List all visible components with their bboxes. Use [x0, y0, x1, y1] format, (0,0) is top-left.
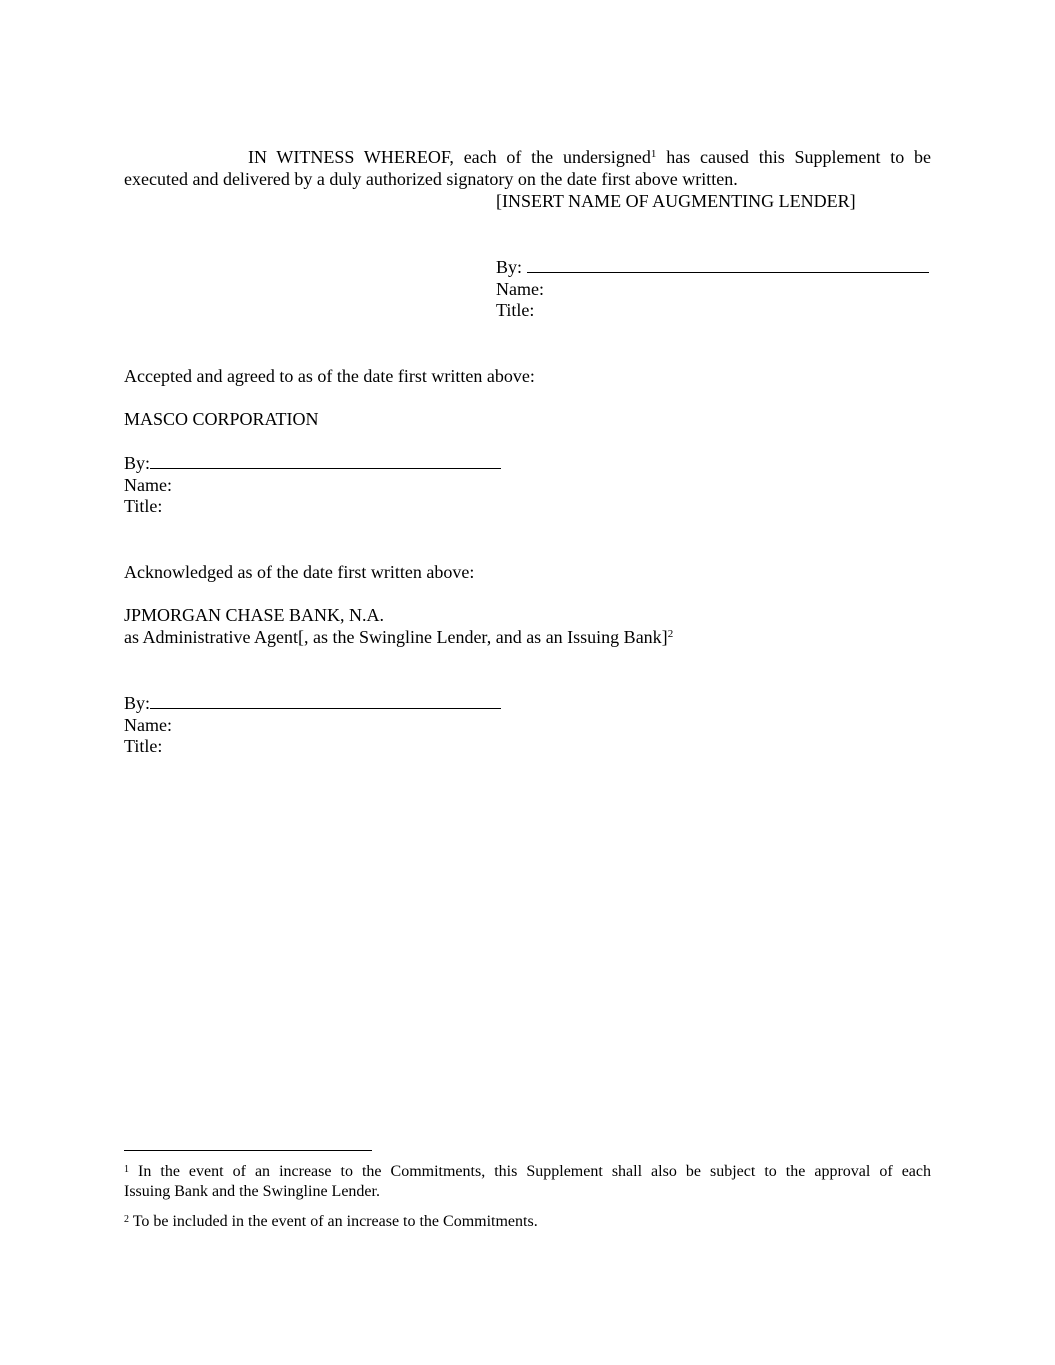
- company-by-line: [124, 452, 501, 474]
- company-name-label: Name:: [124, 475, 172, 495]
- bank-name: JPMORGAN CHASE BANK, N.A.: [124, 605, 385, 625]
- lender-name-heading: [496, 190, 856, 212]
- bank-role-text: as Administrative Agent[, as the Swingline Lender, and as an Issuing Bank]: [124, 627, 668, 647]
- bracket-open: [: [496, 191, 502, 211]
- bank-title-label: Title:: [124, 736, 163, 756]
- bracket-close: ]: [849, 191, 856, 211]
- footnote-ref-1[interactable]: 1: [650, 148, 657, 160]
- footnote-separator: [124, 1150, 372, 1151]
- bank-signature-line[interactable]: [150, 693, 501, 709]
- bank-role: [124, 626, 673, 648]
- acknowledged-statement: Acknowledged as of the date first written above:: [124, 562, 475, 582]
- footnote-ref-2[interactable]: 2: [667, 628, 674, 640]
- lender-name-placeholder: INSERT NAME OF AUGMENTING LENDER: [502, 191, 850, 211]
- lender-signature-line[interactable]: [527, 257, 929, 273]
- footnote-2: [124, 1211, 538, 1232]
- bank-name-label: Name:: [124, 715, 172, 735]
- lender-by-line: [496, 256, 929, 278]
- witness-text-start: IN WITNESS WHEREOF, each of the undersigned: [248, 147, 651, 167]
- footnote-1-number: 1: [124, 1164, 129, 1175]
- company-title-label: Title:: [124, 496, 163, 516]
- witness-line-2: executed and delivered by a duly authorized signatory on the date first above written.: [124, 169, 738, 189]
- bank-by-label: By:: [124, 693, 151, 713]
- company-signature-line[interactable]: [150, 453, 501, 469]
- footnote-1-text: In the event of an increase to the Commitments, this Supplement shall also be subject to the approval of each: [129, 1163, 931, 1180]
- bank-by-line: [124, 692, 501, 714]
- footnote-2-text: To be included in the event of an increase to the Commitments.: [129, 1213, 538, 1230]
- lender-by-label: By:: [496, 257, 527, 277]
- witness-text-end: has caused this Supplement to be: [656, 147, 931, 167]
- footnote-1-line-1: [124, 1161, 931, 1182]
- footnote-1-line-2: Issuing Bank and the Swingline Lender.: [124, 1183, 380, 1200]
- company-by-label: By:: [124, 453, 151, 473]
- footnote-2-number: 2: [124, 1214, 129, 1225]
- witness-line-1: [248, 146, 931, 168]
- lender-name-label: Name:: [496, 279, 544, 299]
- company-name: MASCO CORPORATION: [124, 409, 319, 429]
- lender-title-label: Title:: [496, 300, 535, 320]
- accepted-statement: Accepted and agreed to as of the date first written above:: [124, 366, 535, 386]
